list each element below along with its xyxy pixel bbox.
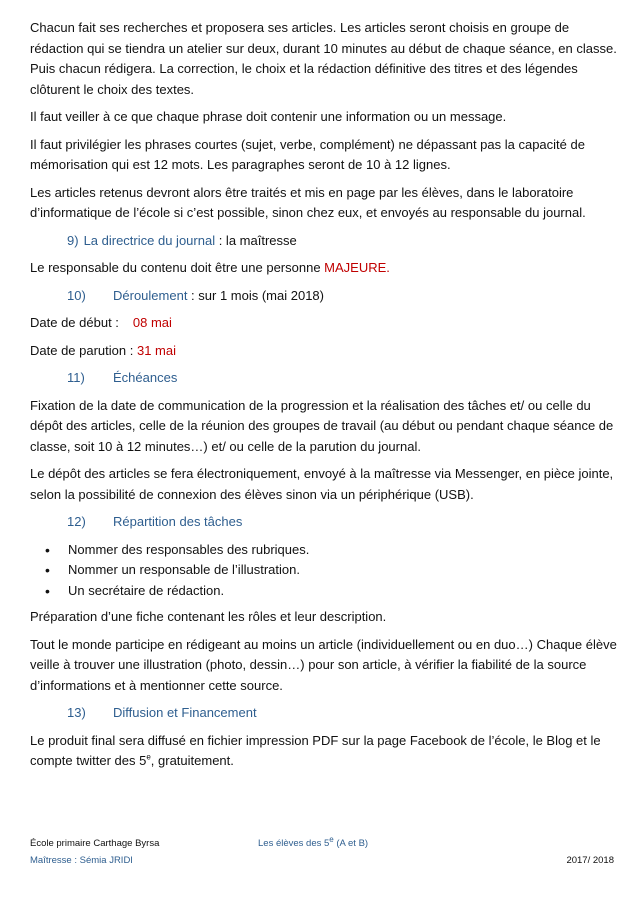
paragraph-phrase: Il faut veiller à ce que chaque phrase doit contenir une information ou un message. xyxy=(30,109,507,124)
section-9-body xyxy=(30,258,620,279)
section-13-heading xyxy=(30,703,620,724)
list-item: • Un secrétaire de rédaction. xyxy=(30,581,620,602)
highlight-majeure: MAJEURE xyxy=(324,260,387,275)
start-date-label: Date de début : xyxy=(30,315,119,330)
section-title: Répartition des tâches xyxy=(113,514,243,529)
paragraph-fixation: Fixation de la date de communication de la progression et la réalisation des tâches et/ ou celle du dépôt des articles, celle de la réunion des groupes de travail (au début ou pendant chaque séance de classe, soit 10 à 12 minutes…) et/ ou celle de la parution du journal. xyxy=(30,397,614,454)
section-subtitle: : la maîtresse xyxy=(215,232,297,248)
document-page xyxy=(30,18,620,779)
footer-classes-suffix: (A et B) xyxy=(333,838,369,849)
section-number: 9) xyxy=(67,232,79,248)
body-text: Le responsable du contenu doit être une personne xyxy=(30,260,325,275)
section-title: Échéances xyxy=(113,370,178,385)
section-number: 10) xyxy=(67,287,86,303)
list-item: • Nommer un responsable de l’illustration. xyxy=(30,560,620,581)
paragraph-phrases-courtes: Il faut privilégier les phrases courtes (sujet, verbe, complément) ne dépassant pas la capacité de mémorisation qui est 12 mots. Les paragraphes seront de 10 à 12 lignes. xyxy=(30,136,585,172)
list-item: • Nommer des responsables des rubriques. xyxy=(30,540,620,561)
publication-date-value: 31 mai xyxy=(136,342,176,358)
section-title: Déroulement xyxy=(113,287,188,303)
footer-classes xyxy=(258,834,369,849)
section-number: 12) xyxy=(67,514,86,529)
footer-teacher: Maîtresse : Sémia JRIDI xyxy=(30,855,133,866)
paragraph-redaction: Chacun fait ses recherches et proposera ses articles. Les articles seront choisis en groupe de rédaction qui se tiendra un atelier sur deux, durant 10 minutes au début de chaque séance, en classe. Puis chacun rédigera. La correction, le choix et la rédaction définitive des titres et des légendes clôturent le choix des textes. xyxy=(30,20,617,97)
body-text-end: , gratuitement. xyxy=(150,753,234,768)
start-date-value: 08 mai xyxy=(132,315,172,330)
paragraph-fiche: Préparation d’une fiche contenant les rôles et leur description. xyxy=(30,609,387,624)
section-number: 13) xyxy=(67,705,86,720)
paragraph-depot: Le dépôt des articles se fera électroniquement, envoyé à la maîtresse via Messenger, en pièce jointe, selon la possibilité de connexion des élèves sinon via un périphérique (USB). xyxy=(30,466,614,502)
footer-school: École primaire Carthage Byrsa xyxy=(30,838,160,849)
section-12-heading xyxy=(30,512,620,533)
footer-year: 2017/ 2018 xyxy=(566,855,614,866)
section-9-heading xyxy=(30,231,620,252)
section-title: Diffusion et Financement xyxy=(113,705,257,720)
body-text: Le produit final sera diffusé en fichier impression PDF sur la page Facebook de l’école, le Blog et le compte twitter des 5 xyxy=(30,732,601,768)
superscript: e xyxy=(329,834,334,844)
paragraph-articles-retenus: Les articles retenus devront alors être traités et mis en page par les élèves, dans le laboratoire d’informatique de l’école si c’est possible, sinon chez eux, et envoyés au responsable du journal. xyxy=(30,184,586,220)
section-title: La directrice du journal xyxy=(83,232,216,248)
section-10-heading xyxy=(30,286,620,307)
superscript: e xyxy=(146,752,151,762)
body-punctuation: . xyxy=(386,260,390,275)
publication-date xyxy=(30,341,620,362)
publication-date-label: Date de parution : xyxy=(30,342,137,358)
start-date xyxy=(30,313,620,334)
section-number: 11) xyxy=(67,370,85,385)
task-list xyxy=(30,540,620,602)
footer-classes-text: Les élèves des 5 xyxy=(258,838,330,849)
paragraph-diffusion xyxy=(30,731,620,772)
section-11-heading xyxy=(30,368,620,389)
section-subtitle: : sur 1 mois (mai 2018) xyxy=(187,287,324,303)
paragraph-participation: Tout le monde participe en rédigeant au moins un article (individuellement ou en duo…) Chaque élève veille à trouver une illustration (photo, dessin…) pour son article, à vérifier la fiabilité de la source d’informations et à mentionner cette source. xyxy=(30,636,617,693)
